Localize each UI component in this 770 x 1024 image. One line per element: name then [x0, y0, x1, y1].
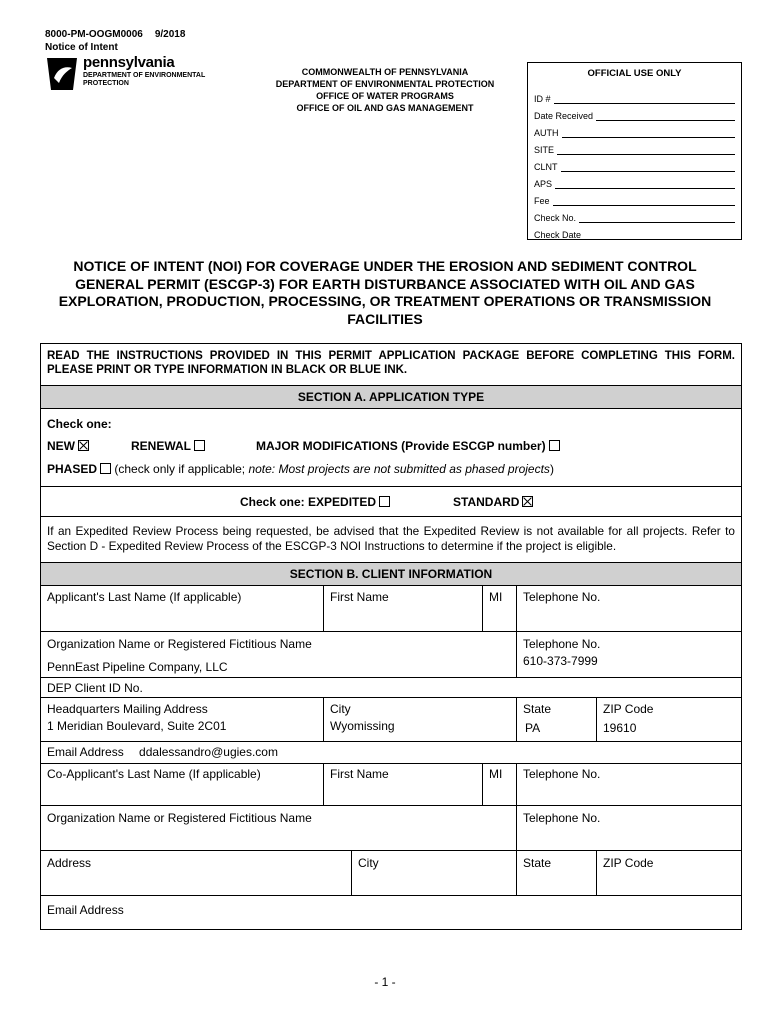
- phased-note-italic: note: Most projects are not submitted as phased projects: [248, 462, 550, 476]
- co-applicant-name-row: [41, 764, 741, 806]
- official-field-line[interactable]: [579, 214, 735, 223]
- hq-zip-value: 19610: [603, 721, 637, 735]
- noi-form: [40, 343, 742, 930]
- phased-checkbox[interactable]: [100, 463, 111, 474]
- official-field-label: Date Received: [534, 111, 594, 121]
- hq-address-field[interactable]: [41, 698, 323, 741]
- official-field-line[interactable]: [554, 95, 735, 104]
- standard-label: STANDARD: [453, 495, 520, 509]
- co-address-field[interactable]: [41, 851, 351, 895]
- co-state-label: State: [523, 856, 552, 870]
- co-email-label: Email Address: [47, 903, 124, 917]
- official-field-line[interactable]: [596, 112, 735, 121]
- new-option: [47, 439, 89, 453]
- co-mi-label: MI: [489, 767, 503, 781]
- mi-label: MI: [489, 590, 503, 604]
- official-field-line[interactable]: [555, 180, 735, 189]
- review-type-row: [41, 487, 741, 517]
- official-field-line[interactable]: [562, 129, 736, 138]
- agency-line: DEPARTMENT OF ENVIRONMENTAL PROTECTION: [275, 79, 495, 89]
- first-name-field[interactable]: [323, 586, 482, 631]
- dep-client-id-label: DEP Client ID No.: [47, 681, 143, 695]
- organization-telephone-field[interactable]: [516, 632, 743, 677]
- agency-line: OFFICE OF OIL AND GAS MANAGEMENT: [296, 103, 474, 113]
- phased-label: PHASED: [47, 462, 98, 476]
- expedited-checkbox[interactable]: [379, 496, 390, 507]
- application-type-row: [41, 409, 741, 487]
- official-use-title: OFFICIAL USE ONLY: [587, 68, 682, 79]
- email-label: Email Address: [47, 745, 124, 759]
- official-field-label: AUTH: [534, 128, 559, 138]
- agency-line: COMMONWEALTH OF PENNSYLVANIA: [301, 67, 469, 77]
- official-field: [534, 138, 735, 155]
- hq-zip-label: ZIP Code: [603, 702, 654, 716]
- official-field: [534, 104, 735, 121]
- official-field-line[interactable]: [584, 231, 735, 240]
- official-field-label: APS: [534, 179, 553, 189]
- co-applicant-last-name-field[interactable]: [41, 764, 323, 805]
- official-use-box: [527, 62, 742, 240]
- logo-wordmark: pennsylvania: [83, 54, 175, 71]
- official-field: [534, 121, 735, 138]
- hq-address-label: Headquarters Mailing Address: [47, 702, 208, 716]
- official-field: [534, 206, 735, 223]
- agency-block: [255, 66, 515, 114]
- expedited-note: If an Expedited Review Process being requested, be advised that the Expedited Review is not available for all projects. Refer to Section D - Expedited Review Process of the ESCGP-3 NOI Instructions to determine if the project is eligible.: [47, 524, 735, 553]
- co-organization-label: Organization Name or Registered Fictitious Name: [47, 811, 312, 825]
- organization-row: [41, 632, 741, 678]
- applicant-last-name-label: Applicant's Last Name (If applicable): [47, 590, 242, 604]
- co-state-field[interactable]: [516, 851, 596, 895]
- dep-client-id-row: [41, 678, 741, 698]
- official-field-label: Check Date: [534, 230, 582, 240]
- official-field-line[interactable]: [553, 197, 735, 206]
- official-field-label: Fee: [534, 196, 550, 206]
- co-email-row: [41, 896, 741, 929]
- email-value: ddalessandro@ugies.com: [139, 745, 278, 759]
- co-city-label: City: [358, 856, 379, 870]
- standard-option: [453, 495, 533, 509]
- co-zip-label: ZIP Code: [603, 856, 654, 870]
- co-address-label: Address: [47, 856, 92, 870]
- email-row: [41, 742, 741, 764]
- hq-state-field[interactable]: [516, 698, 596, 741]
- new-checkbox[interactable]: [78, 440, 89, 451]
- new-label: NEW: [47, 439, 75, 453]
- page-number: - 1 -: [374, 975, 396, 989]
- official-field: [534, 189, 735, 206]
- form-code: [45, 28, 185, 54]
- check-one-label: Check one:: [47, 417, 112, 431]
- standard-checkbox[interactable]: [522, 496, 533, 507]
- expedited-note-row: [41, 517, 741, 563]
- section-a-header: SECTION A. APPLICATION TYPE: [41, 386, 741, 409]
- co-mi-field[interactable]: [482, 764, 516, 805]
- organization-label: Organization Name or Registered Fictitious Name: [47, 637, 312, 651]
- hq-state-value: PA: [525, 721, 541, 735]
- co-telephone-label: Telephone No.: [523, 767, 601, 781]
- organization-telephone-label: Telephone No.: [523, 637, 601, 651]
- applicant-last-name-field[interactable]: [41, 586, 323, 631]
- official-field-line[interactable]: [557, 146, 735, 155]
- expedited-option: [240, 495, 390, 509]
- official-field-label: CLNT: [534, 162, 558, 172]
- co-first-name-label: First Name: [330, 767, 389, 781]
- co-organization-field[interactable]: [41, 806, 516, 850]
- form-code-number: 8000-PM-OOGM0006: [45, 29, 143, 40]
- co-organization-telephone-field[interactable]: [516, 806, 743, 850]
- hq-city-label: City: [330, 702, 351, 716]
- co-first-name-field[interactable]: [323, 764, 482, 805]
- organization-field[interactable]: [41, 632, 516, 677]
- pa-dep-logo: [45, 54, 215, 94]
- hq-zip-field[interactable]: [596, 698, 743, 741]
- official-field: [534, 87, 735, 104]
- co-zip-field[interactable]: [596, 851, 743, 895]
- co-city-field[interactable]: [351, 851, 516, 895]
- instructions-row: [41, 344, 741, 386]
- keystone-icon: [45, 56, 79, 92]
- official-field: [534, 172, 735, 189]
- major-modifications-checkbox[interactable]: [549, 440, 560, 451]
- co-address-row: [41, 851, 741, 896]
- phased-note: (check only if applicable;: [114, 462, 249, 476]
- agency-line: OFFICE OF WATER PROGRAMS: [316, 91, 454, 101]
- co-applicant-last-name-label: Co-Applicant's Last Name (If applicable): [47, 767, 261, 781]
- hq-city-field[interactable]: [323, 698, 516, 741]
- first-name-label: First Name: [330, 590, 389, 604]
- email-field[interactable]: [41, 742, 741, 763]
- co-email-field[interactable]: [41, 896, 741, 929]
- official-field: [534, 223, 735, 240]
- expedited-label: Check one: EXPEDITED: [240, 495, 377, 509]
- hq-address-value: 1 Meridian Boulevard, Suite 2C01: [47, 719, 227, 733]
- hq-state-label: State: [523, 702, 552, 716]
- co-telephone-field[interactable]: [516, 764, 743, 805]
- applicant-name-row: [41, 586, 741, 632]
- hq-city-value: Wyomissing: [330, 719, 395, 733]
- official-field: [534, 155, 735, 172]
- telephone-field[interactable]: [516, 586, 743, 631]
- organization-value: PennEast Pipeline Company, LLC: [47, 660, 228, 674]
- major-modifications-option: [256, 439, 560, 453]
- dep-client-id-field[interactable]: [41, 678, 741, 697]
- phased-option: [47, 462, 554, 476]
- official-field-label: Check No.: [534, 213, 577, 223]
- renewal-checkbox[interactable]: [194, 440, 205, 451]
- renewal-option: [131, 439, 205, 453]
- instructions-text: READ THE INSTRUCTIONS PROVIDED IN THIS PERMIT APPLICATION PACKAGE BEFORE COMPLETING THIS FORM. PLEASE PRINT OR TYPE INFORMATION IN BLACK OR BLUE INK.: [47, 350, 735, 376]
- co-organization-row: [41, 806, 741, 851]
- official-field-line[interactable]: [561, 163, 735, 172]
- hq-address-row: [41, 698, 741, 742]
- co-organization-telephone-label: Telephone No.: [523, 811, 601, 825]
- form-date: 9/2018: [154, 29, 186, 40]
- section-b-header: SECTION B. CLIENT INFORMATION: [41, 563, 741, 586]
- renewal-label: RENEWAL: [131, 439, 191, 453]
- document-title: NOTICE OF INTENT (NOI) FOR COVERAGE UNDER THE EROSION AND SEDIMENT CONTROL GENERAL PERMIT (ESCGP-3) FOR EARTH DISTURBANCE ASSOCIATED WITH OIL AND GAS EXPLORATION, PRODUCTION, PROCESSING, OR TREATMENT OPERATIONS OR TRANSMISSION FACILITIES: [58, 258, 712, 327]
- official-field-label: SITE: [534, 145, 555, 155]
- organization-telephone-value: 610-373-7999: [523, 654, 598, 668]
- form-type: Notice of Intent: [45, 42, 118, 53]
- mi-field[interactable]: [482, 586, 516, 631]
- telephone-label: Telephone No.: [523, 590, 601, 604]
- logo-department: DEPARTMENT OF ENVIRONMENTAL PROTECTION: [83, 72, 206, 87]
- major-modifications-label: MAJOR MODIFICATIONS (Provide ESCGP number): [256, 439, 546, 453]
- phased-note-end: ): [549, 462, 554, 476]
- official-field-label: ID #: [534, 94, 551, 104]
